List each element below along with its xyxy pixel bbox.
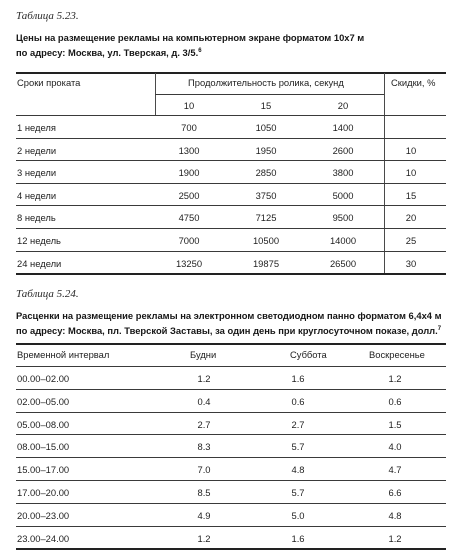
table1-head-discount: Скидки, % — [391, 77, 436, 88]
table1-cell-v10: 700 — [181, 122, 197, 133]
table1-cell-discount: 15 — [405, 189, 417, 201]
table1-cell-v20: 9500 — [332, 212, 354, 224]
table2-top-rule — [16, 343, 446, 345]
table1-cell-period: 8 недель — [17, 212, 56, 224]
table2-cell-weekdays: 2.7 — [197, 418, 211, 430]
table1-cell-v10: 7000 — [178, 235, 200, 246]
table2-title-line1: Расценки на размещение рекламы на электронном светодиодном панно форматом 6,4х4 м — [16, 310, 442, 321]
table1-cell-period: 4 недели — [17, 189, 57, 201]
table2-row — [0, 434, 456, 457]
table2-cell-weekdays: 0.4 — [197, 395, 211, 407]
table1-cell-period: 3 недели — [17, 167, 57, 179]
table1-cell-v20: 14000 — [329, 235, 357, 246]
table1-cell-discount: 10 — [405, 144, 417, 156]
table2-cell-saturday: 5.0 — [291, 509, 305, 521]
table2-cell-weekdays: 4.9 — [197, 509, 211, 521]
table2-head-interval: Временной интервал — [17, 349, 110, 360]
table2-cell-weekdays: 1.2 — [197, 532, 211, 544]
table2-cell-weekdays: 8.5 — [197, 487, 211, 498]
table1-cell-period: 2 недели — [17, 144, 57, 156]
table1-row — [0, 138, 456, 161]
table2-cell-saturday: 1.6 — [291, 373, 305, 384]
table1-cell-v15: 2850 — [255, 167, 277, 179]
table1-cell-v15: 7125 — [255, 212, 277, 224]
table1-subhead-20: 20 — [337, 100, 349, 111]
table1-cell-v20: 1400 — [332, 122, 354, 133]
table1-top-rule — [16, 72, 446, 74]
table2-cell-weekdays: 1.2 — [197, 373, 211, 384]
table1-cell-period: 24 недели — [17, 257, 62, 269]
table2-cell-sunday: 4.7 — [388, 464, 402, 476]
table2-cell-sunday: 1.5 — [388, 418, 402, 430]
table1-cell-discount: 20 — [405, 212, 417, 224]
table2-cell-sunday: 6.6 — [388, 487, 402, 498]
table1-row — [0, 183, 456, 206]
table2-cell-interval: 15.00–17.00 — [17, 464, 70, 476]
table2-row — [0, 389, 456, 412]
table1-cell-v15: 19875 — [252, 257, 280, 269]
table2-title-line2: по адресу: Москва, пл. Тверской Заставы, за один день при круглосуточном показе, долл.$^7$ — [16, 324, 442, 336]
table2-head-sunday: Воскресенье — [369, 349, 425, 360]
table1-cell-v15: 10500 — [252, 235, 280, 246]
table2-cell-saturday: 1.6 — [291, 532, 305, 544]
table1-subhead-15: 15 — [260, 100, 272, 111]
table2-cell-interval: 23.00–24.00 — [17, 532, 70, 544]
table2-cell-sunday: 1.2 — [388, 373, 402, 384]
table2-row — [0, 366, 456, 389]
table1-subhead-10: 10 — [183, 100, 195, 111]
table2-cell-interval: 02.00–05.00 — [17, 395, 70, 407]
table1-title-line1: Цены на размещение рекламы на компьютерном экране форматом 10х7 м — [16, 32, 365, 43]
table2-head-weekdays: Будни — [190, 349, 217, 360]
table1-cell-discount: 30 — [405, 257, 417, 269]
table1-cell-v15: 1950 — [255, 144, 277, 156]
table1-cell-v10: 1900 — [178, 167, 200, 179]
table1-row-rule — [16, 273, 446, 275]
table1-cell-v15: 3750 — [255, 189, 277, 201]
table2-row — [0, 526, 456, 549]
table1-cell-v20: 26500 — [329, 257, 357, 269]
table2-cell-interval: 00.00–02.00 — [17, 373, 70, 384]
table2-cell-interval: 17.00–20.00 — [17, 487, 70, 498]
table2-cell-sunday: 1.2 — [388, 532, 402, 544]
table1-row — [0, 205, 456, 228]
table2-cell-interval: 08.00–15.00 — [17, 441, 70, 453]
table1-cell-v10: 1300 — [178, 144, 200, 156]
table2-cell-saturday: 5.7 — [291, 487, 305, 498]
table1-subheader-rule — [155, 94, 384, 95]
table1-head-duration: Продолжительность ролика, секунд — [188, 77, 344, 88]
table1-row — [0, 228, 456, 251]
table1-head-period: Сроки проката — [17, 77, 81, 88]
table1-cell-v20: 3800 — [332, 167, 354, 179]
table1-cell-v20: 2600 — [332, 144, 354, 156]
table2-cell-sunday: 4.0 — [388, 441, 402, 453]
table2-row — [0, 503, 456, 526]
table2-cell-saturday: 4.8 — [291, 464, 305, 476]
table2-row — [0, 412, 456, 435]
table2-cell-saturday: 2.7 — [291, 418, 305, 430]
table1-cell-v15: 1050 — [255, 122, 277, 133]
table2-cell-sunday: 4.8 — [388, 509, 402, 521]
table1-cell-v20: 5000 — [332, 189, 354, 201]
table2-cell-sunday: 0.6 — [388, 395, 402, 407]
table2-cell-interval: 20.00–23.00 — [17, 509, 70, 521]
table1-cell-v10: 4750 — [178, 212, 200, 224]
table2-row — [0, 457, 456, 480]
table2-cell-weekdays: 7.0 — [197, 464, 211, 476]
table2-row-rule — [16, 548, 446, 550]
table2-cell-interval: 05.00–08.00 — [17, 418, 70, 430]
table1-caption: Таблица 5.23. — [16, 10, 79, 22]
table1-cell-period: 12 недель — [17, 235, 61, 246]
table1-row — [0, 160, 456, 183]
table2-title — [16, 309, 446, 337]
table2-cell-weekdays: 8.3 — [197, 441, 211, 453]
table2-footnote-mark: 7 — [437, 325, 442, 332]
table1-title-line2: по адресу: Москва, ул. Тверская, д. 3/5.$^6$ — [16, 46, 202, 58]
table1-row — [0, 115, 456, 138]
table1-footnote-mark: 6 — [198, 47, 202, 54]
table2-cell-saturday: 5.7 — [291, 441, 305, 453]
table1-cell-v10: 13250 — [175, 257, 203, 269]
table2-head-saturday: Суббота — [290, 349, 327, 360]
table2-cell-saturday: 0.6 — [291, 395, 305, 407]
table1-row — [0, 251, 456, 274]
table2-caption: Таблица 5.24. — [16, 288, 79, 300]
table2-row — [0, 480, 456, 503]
table1-title — [16, 31, 446, 59]
table1-cell-discount: 10 — [405, 167, 417, 179]
table1-cell-period: 1 неделя — [17, 122, 56, 133]
table1-cell-discount: 25 — [405, 235, 417, 246]
table1-cell-v10: 2500 — [178, 189, 200, 201]
